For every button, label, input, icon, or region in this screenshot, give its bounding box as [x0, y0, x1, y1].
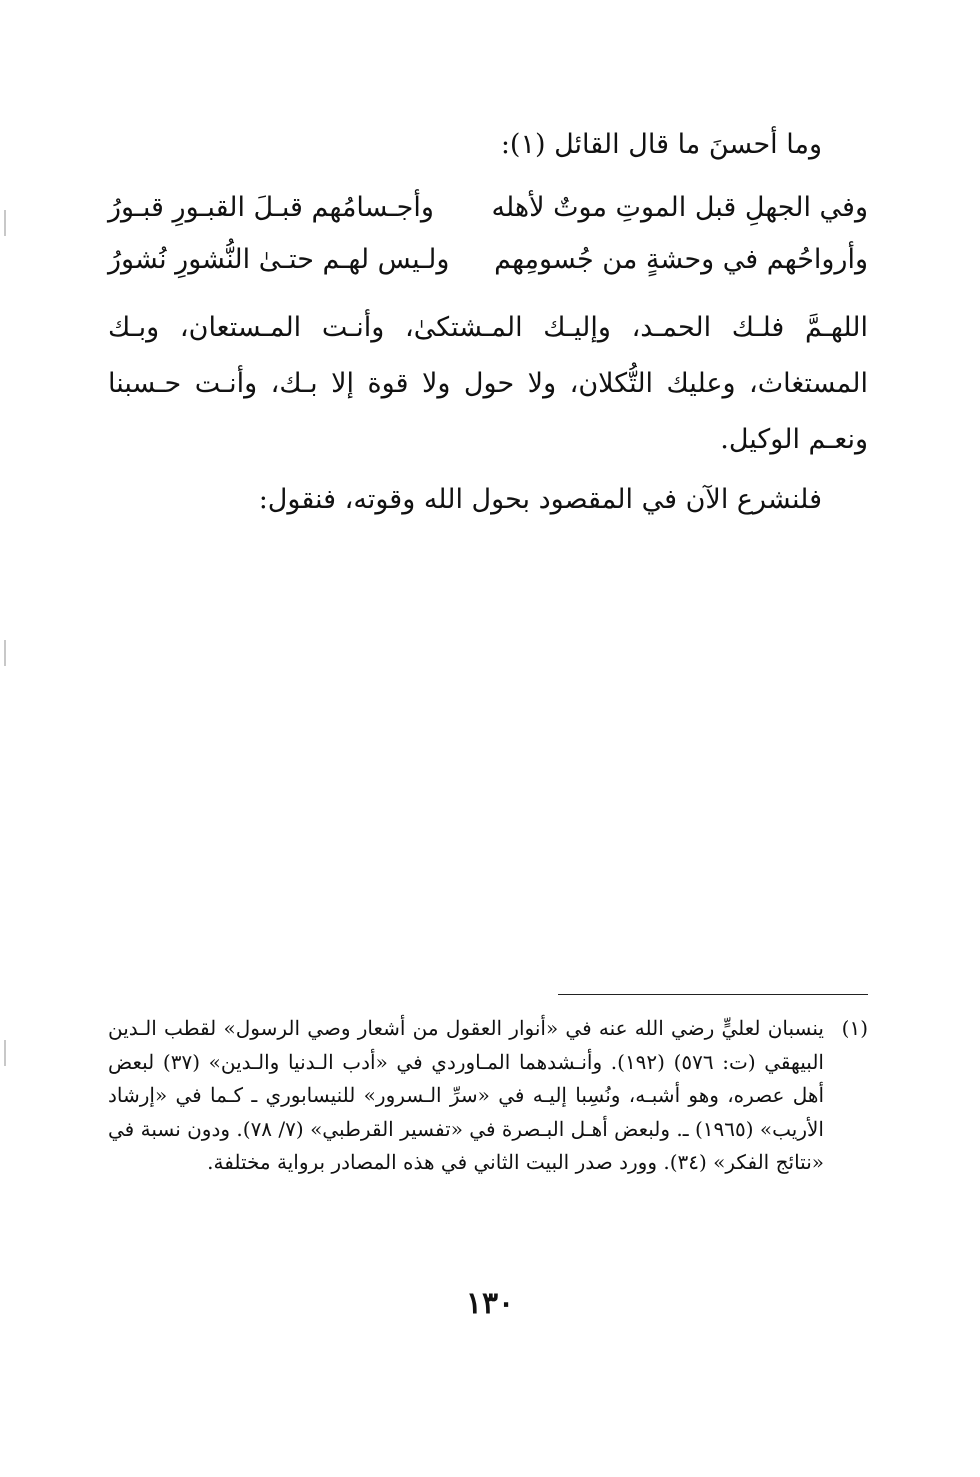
verse-first-hemistich: وأرواحُهم في وحشةٍ من جُسومِهم — [494, 244, 868, 275]
verse-second-hemistich: ولـيس لهـم حتـىٰ النُّشورِ نُشورُ — [108, 244, 450, 275]
scan-edge-mark — [4, 640, 6, 666]
footnote-number: (١) — [841, 1016, 868, 1040]
transition-line: فلنشرع الآن في المقصود بحول الله وقوته، فنقول: — [258, 484, 822, 515]
footnote-text: ينسبان لعليٍّ رضي الله عنه في «أنوار العقول من أشعار وصي الرسول» لقطب الـدين البيهقي (ت: ٥٧٦) (١٩٢). وأنـشدهما المـاوردي في «أدب الـدنيا والـدين» (٣٧) لبعض أهل عصره، وهو أشبـه، ونُسِبا إليـه في «سرِّ الـسرور» للنيسابوري ـ كـما في «إرشاد الأريب» (١٩٦٥) ـ. ولبعض أهـل البـصرة في «تفسير القرطبي» (٧/ ٧٨). ودون نسبة في «نتائج الفكر» (٣٤). وورد صدر البيت الثاني في هذه المصادر برواية مختلفة. — [108, 1016, 824, 1174]
verse-line — [108, 186, 868, 232]
footnote — [108, 1012, 868, 1180]
footnote-separator — [558, 994, 868, 995]
verse-line — [108, 238, 868, 284]
dua-paragraph: اللهـمَّ فلـك الحمـد، وإليـك المـشتكىٰ، وأنـت المـستعان، وبـك المستغاث، وعليك التُّكلان، ولا حول ولا قوة إلا بـك، وأنـت حـسبنا ونعـم الوكيل. — [108, 312, 868, 455]
intro-line: وما أحسنَ ما قال القائل (١): — [500, 129, 822, 160]
verse-second-hemistich: وأجـسامُهم قبـلَ القبـورِ قبـورُ — [108, 192, 434, 223]
page-number: ١٣٠ — [465, 1286, 515, 1321]
scan-edge-mark — [4, 210, 6, 236]
verse-first-hemistich: وفي الجهلِ قبل الموتِ موتٌ لأهله — [491, 192, 868, 223]
scan-edge-mark — [4, 1040, 6, 1066]
